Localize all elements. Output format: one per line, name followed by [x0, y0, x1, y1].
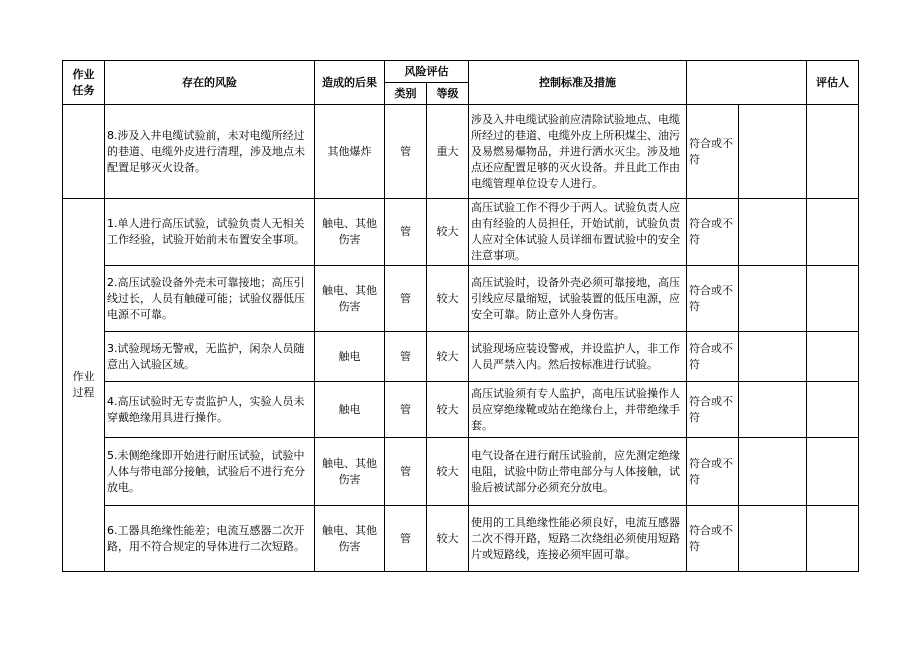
risk-cell: 1.单人进行高压试验，试验负责人无相关工作经验，试验开始前未布置安全事项。	[105, 199, 315, 266]
table-row	[63, 266, 859, 332]
table-row	[63, 332, 859, 382]
table-row	[63, 382, 859, 438]
control-cell: 使用的工具绝缘性能必须良好，电流互感器二次不得开路，短路二次绕组必须使用短路片或短路线，连接必须牢固可靠。	[469, 506, 687, 572]
category-cell: 管	[385, 199, 427, 266]
risk-cell: 2.高压试验设备外壳未可靠接地；高压引线过长，人员有触碰可能；试验仪器低压电源不可靠。	[105, 266, 315, 332]
level-cell: 较大	[427, 506, 469, 572]
header-task: 作业 任务	[63, 61, 105, 105]
assessor-cell	[807, 506, 859, 572]
category-cell: 管	[385, 382, 427, 438]
compliance-cell: 符合或不符	[687, 506, 739, 572]
risk-cell: 8.涉及入井电缆试验前，未对电缆所经过的巷道、电缆外皮进行清理，涉及地点未配置足够灭火设备。	[105, 105, 315, 199]
category-cell: 管	[385, 105, 427, 199]
risk-cell: 3.试验现场无警戒，无监护，闲杂人员随意出入试验区域。	[105, 332, 315, 382]
compliance-cell: 符合或不符	[687, 105, 739, 199]
assessor-cell	[807, 105, 859, 199]
header-row-1	[63, 61, 859, 83]
table-row	[63, 105, 859, 199]
table-row	[63, 438, 859, 506]
header-assessor: 评估人	[807, 61, 859, 105]
compliance-cell: 符合或不符	[687, 199, 739, 266]
assessor-cell	[807, 382, 859, 438]
control-cell: 高压试验工作不得少于两人。试验负责人应由有经验的人员担任，开始试前，试验负责人应对全体试验人员详细布置试验中的安全注意事项。	[469, 199, 687, 266]
header-category: 类别	[385, 83, 427, 105]
table-row	[63, 199, 859, 266]
header-blank	[687, 61, 807, 105]
task-process: 作业 过程	[63, 199, 105, 572]
level-cell: 重大	[427, 105, 469, 199]
header-level: 等级	[427, 83, 469, 105]
risk-cell: 4.高压试验时无专责监护人，实验人员未穿戴绝缘用具进行操作。	[105, 382, 315, 438]
category-cell: 管	[385, 506, 427, 572]
consequence-cell: 触电、其他伤害	[315, 506, 385, 572]
header-risk: 存在的风险	[105, 61, 315, 105]
assessor-cell	[807, 266, 859, 332]
control-cell: 试验现场应装设警戒，并设监护人，非工作人员严禁入内。然后按标准进行试验。	[469, 332, 687, 382]
blank-cell	[739, 506, 807, 572]
assessor-cell	[807, 438, 859, 506]
blank-cell	[739, 266, 807, 332]
header-risk-eval: 风险评估	[385, 61, 469, 83]
assessor-cell	[807, 332, 859, 382]
control-cell: 电气设备在进行耐压试验前，应先测定绝缘电阻，试验中防止带电部分与人体接触，试验后被试部分必须充分放电。	[469, 438, 687, 506]
task-cell-empty	[63, 105, 105, 199]
category-cell: 管	[385, 438, 427, 506]
level-cell: 较大	[427, 382, 469, 438]
consequence-cell: 触电、其他伤害	[315, 438, 385, 506]
assessor-cell	[807, 199, 859, 266]
consequence-cell: 触电	[315, 382, 385, 438]
blank-cell	[739, 199, 807, 266]
header-control: 控制标准及措施	[469, 61, 687, 105]
control-cell: 高压试验时，设备外壳必须可靠接地，高压引线应尽量缩短，试验装置的低压电源，应安全可靠。防止意外人身伤害。	[469, 266, 687, 332]
blank-cell	[739, 382, 807, 438]
blank-cell	[739, 332, 807, 382]
consequence-cell: 触电、其他伤害	[315, 199, 385, 266]
level-cell: 较大	[427, 266, 469, 332]
risk-cell: 5.未侧绝缘即开始进行耐压试验，试验中人体与带电部分接触，试验后不进行充分放电。	[105, 438, 315, 506]
category-cell: 管	[385, 332, 427, 382]
control-cell: 高压试验须有专人监护，高电压试验操作人员应穿绝缘靴或站在绝缘台上，并带绝缘手套。	[469, 382, 687, 438]
consequence-cell: 其他爆炸	[315, 105, 385, 199]
blank-cell	[739, 438, 807, 506]
table-row	[63, 506, 859, 572]
risk-table	[62, 60, 859, 572]
blank-cell	[739, 105, 807, 199]
category-cell: 管	[385, 266, 427, 332]
consequence-cell: 触电	[315, 332, 385, 382]
control-cell: 涉及入井电缆试验前应清除试验地点、电缆所经过的巷道、电缆外皮上所积煤尘、油污及易燃易爆物品，并进行洒水灭尘。涉及地点还应配置足够的灭火设备。并且此工作由电缆管理单位设专人进行。	[469, 105, 687, 199]
risk-cell: 6.工器具绝缘性能差；电流互感器二次开路，用不符合规定的导体进行二次短路。	[105, 506, 315, 572]
compliance-cell: 符合或不符	[687, 332, 739, 382]
header-consequence: 造成的后果	[315, 61, 385, 105]
level-cell: 较大	[427, 199, 469, 266]
consequence-cell: 触电、其他伤害	[315, 266, 385, 332]
compliance-cell: 符合或不符	[687, 266, 739, 332]
level-cell: 较大	[427, 438, 469, 506]
level-cell: 较大	[427, 332, 469, 382]
compliance-cell: 符合或不符	[687, 382, 739, 438]
compliance-cell: 符合或不符	[687, 438, 739, 506]
